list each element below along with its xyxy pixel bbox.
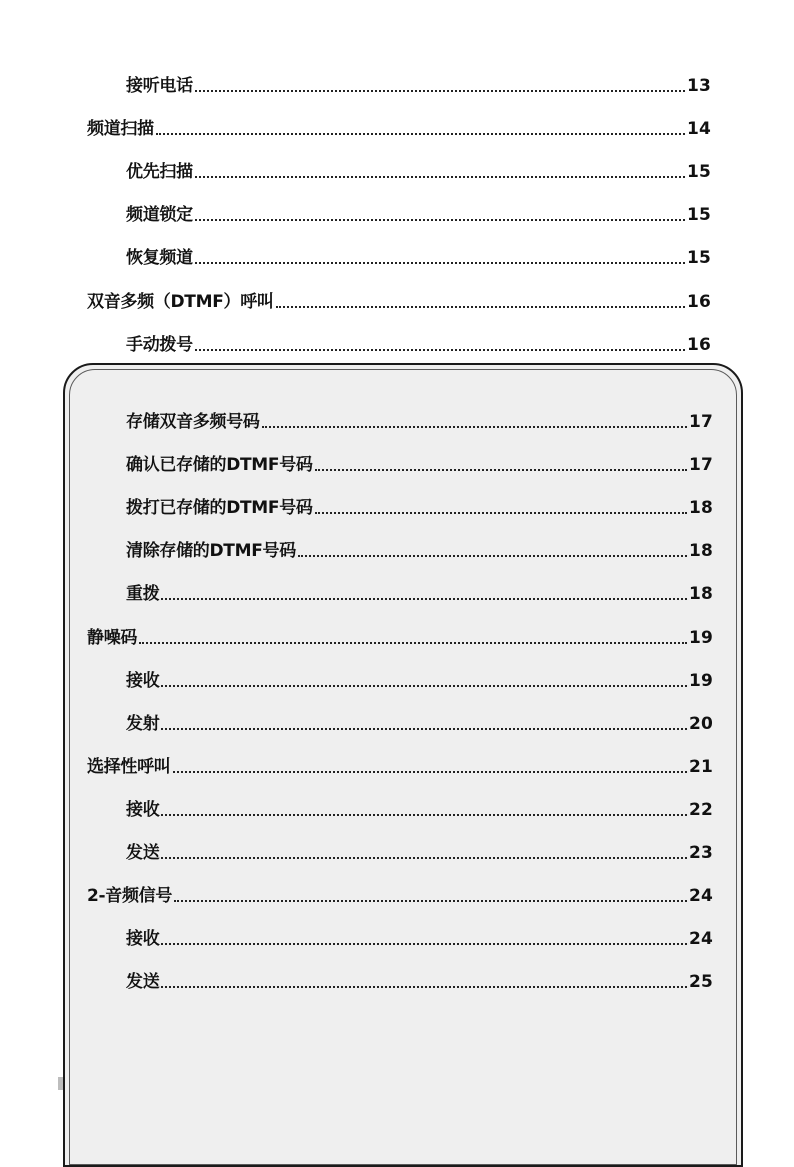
dot-leader [161, 598, 687, 600]
toc-entry[interactable] [126, 242, 711, 268]
toc-entry[interactable] [126, 708, 713, 734]
dot-leader [173, 771, 687, 773]
toc-entry-title: 恢复频道 [126, 248, 193, 269]
toc-entry[interactable] [126, 665, 713, 691]
toc-entry-title: 频道锁定 [126, 205, 193, 226]
toc-entry[interactable] [126, 199, 711, 225]
toc-entry[interactable] [126, 966, 713, 992]
toc-entry-title: 频道扫描 [87, 119, 154, 140]
toc-entry[interactable] [126, 329, 711, 355]
toc-entry[interactable] [126, 535, 713, 561]
toc-entry[interactable] [126, 449, 713, 475]
toc-entry-title: 双音多频（DTMF）呼叫 [87, 291, 274, 312]
toc-entry-page: 19 [688, 627, 713, 648]
dot-leader [298, 555, 687, 557]
toc-entry-page: 16 [686, 291, 711, 312]
toc-entry-title: 存储双音多频号码 [126, 412, 260, 432]
toc-entry-title: 发送 [126, 972, 160, 993]
toc-entry-title: 重拨 [126, 584, 160, 605]
toc-entry-title: 2-音频信号 [87, 886, 173, 907]
dot-leader [139, 642, 687, 644]
toc-entry[interactable] [126, 837, 713, 863]
toc-entry-title: 接收 [126, 929, 160, 950]
dot-leader [195, 90, 685, 92]
toc-entry[interactable] [87, 286, 711, 312]
dot-leader [174, 900, 687, 902]
toc-entry-title: 接听电话 [126, 76, 193, 96]
toc-entry-page: 23 [688, 843, 713, 863]
dot-leader [195, 349, 685, 351]
dot-leader [262, 426, 687, 428]
toc-entry[interactable] [87, 880, 713, 906]
toc-entry-page: 15 [686, 205, 711, 226]
toc-entry-page: 25 [688, 972, 713, 993]
toc-entry-page: 19 [688, 670, 713, 691]
toc-entry-page: 18 [688, 541, 713, 562]
dot-leader [276, 306, 685, 308]
toc-entry-page: 15 [686, 248, 711, 269]
toc-entry-title: 接收 [126, 799, 160, 820]
toc-entry-page: 20 [688, 713, 713, 734]
dot-leader [161, 857, 687, 859]
toc-entry[interactable] [126, 794, 713, 820]
dot-leader [315, 512, 687, 514]
dot-leader [161, 943, 687, 945]
toc-entry-page: 14 [686, 119, 711, 140]
toc-entry-title: 优先扫描 [126, 162, 193, 183]
dot-leader [195, 176, 685, 178]
dot-leader [161, 814, 687, 816]
toc-entry-page: 22 [688, 799, 713, 820]
toc-entry[interactable] [126, 156, 711, 182]
toc-entry-title: 接收 [126, 670, 160, 691]
toc-entry-page: 18 [688, 498, 713, 519]
toc-entry-page: 16 [686, 334, 711, 355]
dot-leader [161, 685, 687, 687]
toc-entry-title: 手动拨号 [126, 334, 193, 355]
dot-leader [195, 262, 685, 264]
toc-entry[interactable] [126, 923, 713, 949]
toc-entry[interactable] [126, 578, 713, 604]
toc-entry-page: 24 [688, 886, 713, 907]
toc-entry-page: 18 [688, 584, 713, 605]
toc-entry-page: 24 [688, 929, 713, 950]
toc-entry-page: 17 [688, 455, 713, 476]
toc-entry[interactable] [126, 406, 713, 432]
toc-entry-page: 15 [686, 162, 711, 183]
dot-leader [156, 133, 685, 135]
dot-leader [195, 219, 685, 221]
toc-entry[interactable] [87, 113, 711, 139]
toc-entry[interactable] [126, 492, 713, 518]
dot-leader [315, 469, 687, 471]
dot-leader [161, 728, 687, 730]
toc-entry-title: 选择性呼叫 [87, 756, 171, 777]
toc-entry-title: 拨打已存储的DTMF号码 [126, 498, 313, 519]
toc-entry[interactable] [126, 70, 711, 96]
toc-entry-title: 清除存储的DTMF号码 [126, 541, 296, 562]
toc-entry[interactable] [87, 751, 713, 777]
toc-entry-page: 21 [688, 756, 713, 777]
toc-entry-page: 17 [688, 412, 713, 432]
dot-leader [161, 986, 687, 988]
toc-entry-title: 发送 [126, 843, 160, 863]
toc-entry[interactable] [87, 622, 713, 648]
toc-entry-title: 确认已存储的DTMF号码 [126, 455, 313, 476]
toc-entry-title: 静噪码 [87, 627, 138, 648]
toc-entry-page: 13 [686, 76, 711, 96]
toc-entry-title: 发射 [126, 713, 160, 734]
